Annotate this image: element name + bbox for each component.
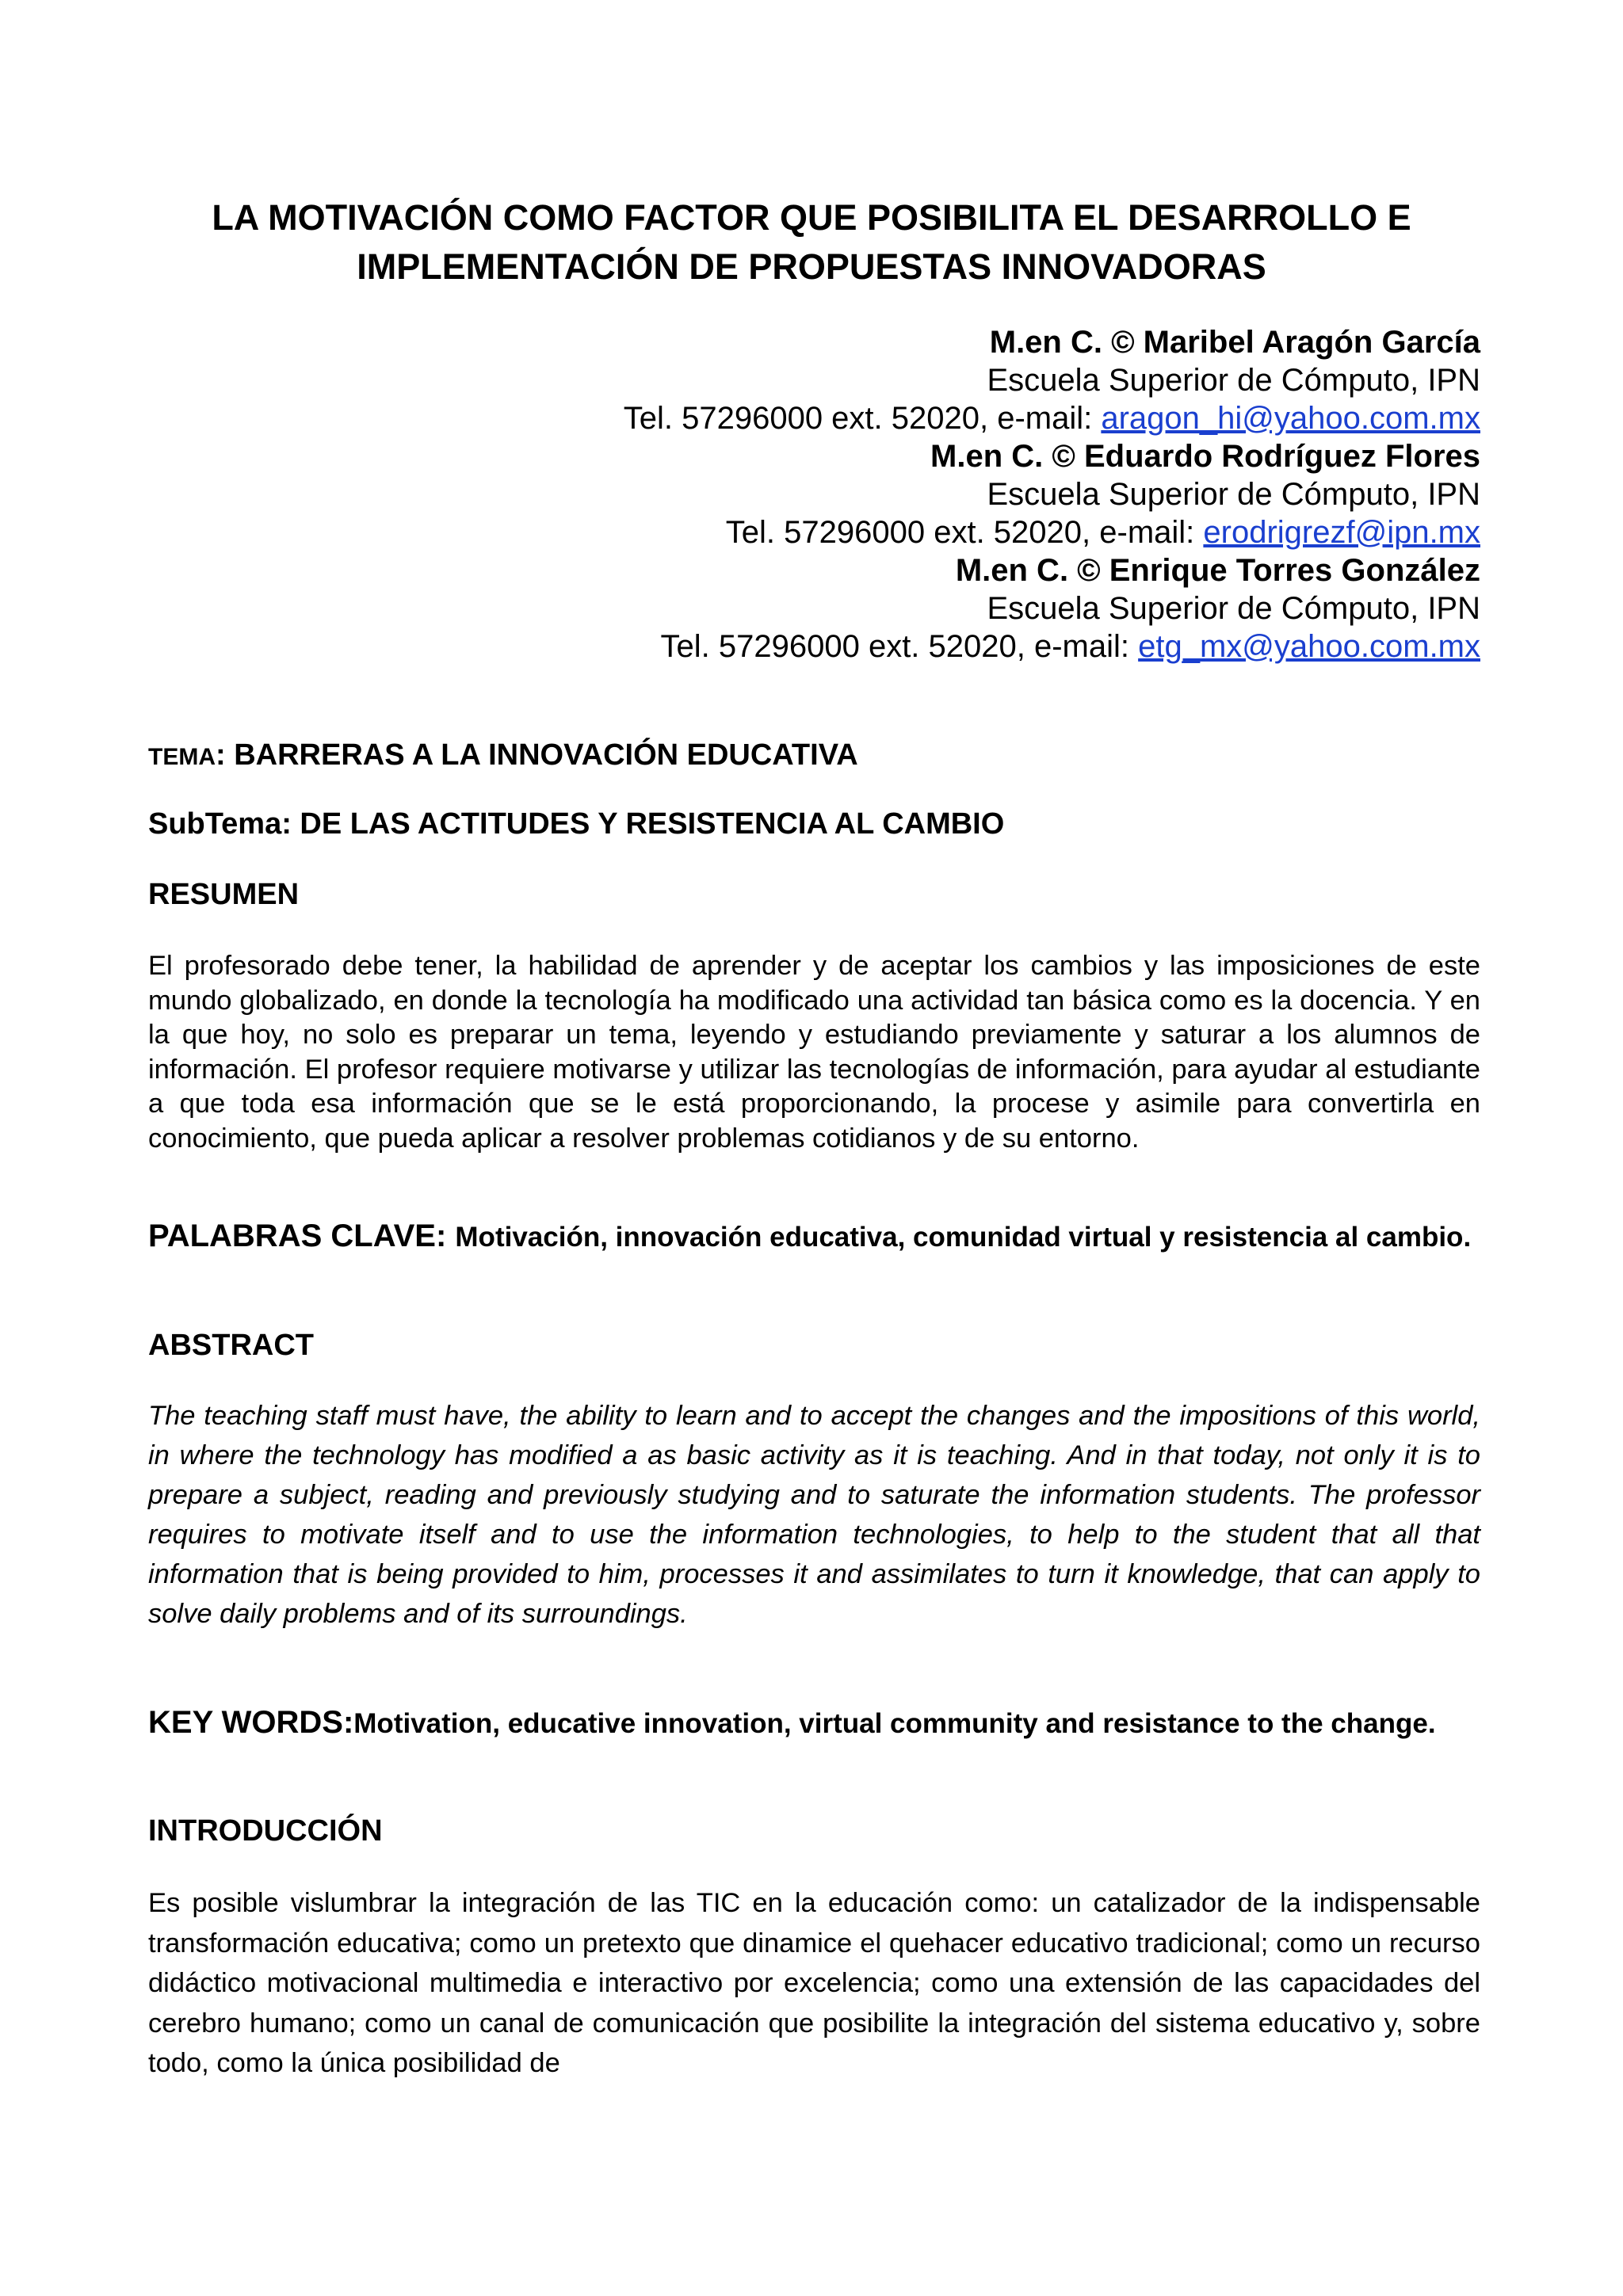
contact-phone: Tel. 57296000 ext. 52020, e-mail:: [725, 515, 1204, 550]
email-link[interactable]: erodrigrezf@ipn.mx: [1203, 515, 1480, 550]
author-block: [624, 323, 1480, 666]
key-words-text: Motivation, educative innovation, virtual community and resistance to the change.: [353, 1708, 1436, 1739]
palabras-clave-text: Motivación, innovación educativa, comunidad virtual y resistencia al cambio.: [455, 1222, 1472, 1253]
subtema-heading: SubTema: DE LAS ACTITUDES Y RESISTENCIA AL CAMBIO: [148, 807, 1005, 841]
tema-heading: [148, 737, 858, 776]
contact-phone: Tel. 57296000 ext. 52020, e-mail:: [660, 629, 1139, 664]
resumen-heading: RESUMEN: [148, 878, 300, 911]
tema-value: BARRERAS A LA INNOVACIÓN EDUCATIVA: [234, 738, 858, 772]
introduccion-body: Es posible vislumbrar la integración de las TIC en la educación como: un catalizador de la indispensable transformación educativa; como un pretexto que dinamice el quehacer educativo tradicional; como un recurso didáctico motivacional multimedia e interactivo por excelencia; como una extensión de las capacidades del cerebro humano; como un canal de comunicación que posibilite la integración del sistema educativo y, sobre todo, como la única posibilidad de: [148, 1888, 1480, 2078]
palabras-clave-label: PALABRAS CLAVE:: [148, 1219, 456, 1253]
author-affiliation: Escuela Superior de Cómputo, IPN: [987, 477, 1480, 512]
email-link[interactable]: etg_mx@yahoo.com.mx: [1138, 629, 1480, 664]
author-contact: [624, 513, 1480, 551]
author-contact: [624, 399, 1480, 437]
introduccion-heading: INTRODUCCIÓN: [148, 1814, 383, 1848]
email-link[interactable]: aragon_hi@yahoo.com.mx: [1101, 401, 1480, 436]
tema-label: TEMA: [148, 744, 216, 770]
title-line-1: LA MOTIVACIÓN COMO FACTOR QUE POSIBILITA EL DESARROLLO E: [212, 197, 1411, 238]
key-words-label: KEY WORDS:: [148, 1705, 354, 1740]
resumen-body: El profesorado debe tener, la habilidad de aprender y de aceptar los cambios y las imposiciones de este mundo globalizado, en donde la tecnología ha modificado una actividad tan básica como es la docencia. Y en la que hoy, no solo es preparar un tema, leyendo y estudiando previamente y saturar a los alumnos de información. El profesor requiere motivarse y utilizar las tecnologías de información, para ayudar al estudiante a que toda esa información que se le está proporcionando, la procese y asimile para convertirla en conocimiento, que pueda aplicar a resolver problemas cotidianos y de su entorno.: [148, 951, 1480, 1154]
author-contact: [624, 627, 1480, 666]
author-affiliation: Escuela Superior de Cómputo, IPN: [987, 363, 1480, 398]
author-affiliation: Escuela Superior de Cómputo, IPN: [987, 591, 1480, 626]
author-name: M.en C. © Eduardo Rodríguez Flores: [930, 439, 1480, 474]
palabras-clave: [148, 1215, 1480, 1264]
abstract-body: The teaching staff must have, the ability to learn and to accept the changes and the impositions of this world, in where the technology has modified a as basic activity as it is teaching. And in that today, not only it is to prepare a subject, reading and previously studying and to saturate the information students. The professor requires to motivate itself and to use the information technologies, to help to the student that all that information that is being provided to him, processes it and assimilates to turn it knowledge, that can apply to solve daily problems and of its surroundings.: [148, 1401, 1480, 1629]
abstract-heading: ABSTRACT: [148, 1329, 314, 1362]
key-words: [148, 1702, 1480, 1750]
contact-phone: Tel. 57296000 ext. 52020, e-mail:: [623, 401, 1102, 436]
author-name: M.en C. © Enrique Torres González: [955, 553, 1480, 588]
author-name: M.en C. © Maribel Aragón García: [989, 325, 1480, 360]
tema-colon: :: [216, 738, 235, 772]
paper-title: [119, 193, 1504, 292]
title-line-2: IMPLEMENTACIÓN DE PROPUESTAS INNOVADORAS: [357, 246, 1266, 287]
